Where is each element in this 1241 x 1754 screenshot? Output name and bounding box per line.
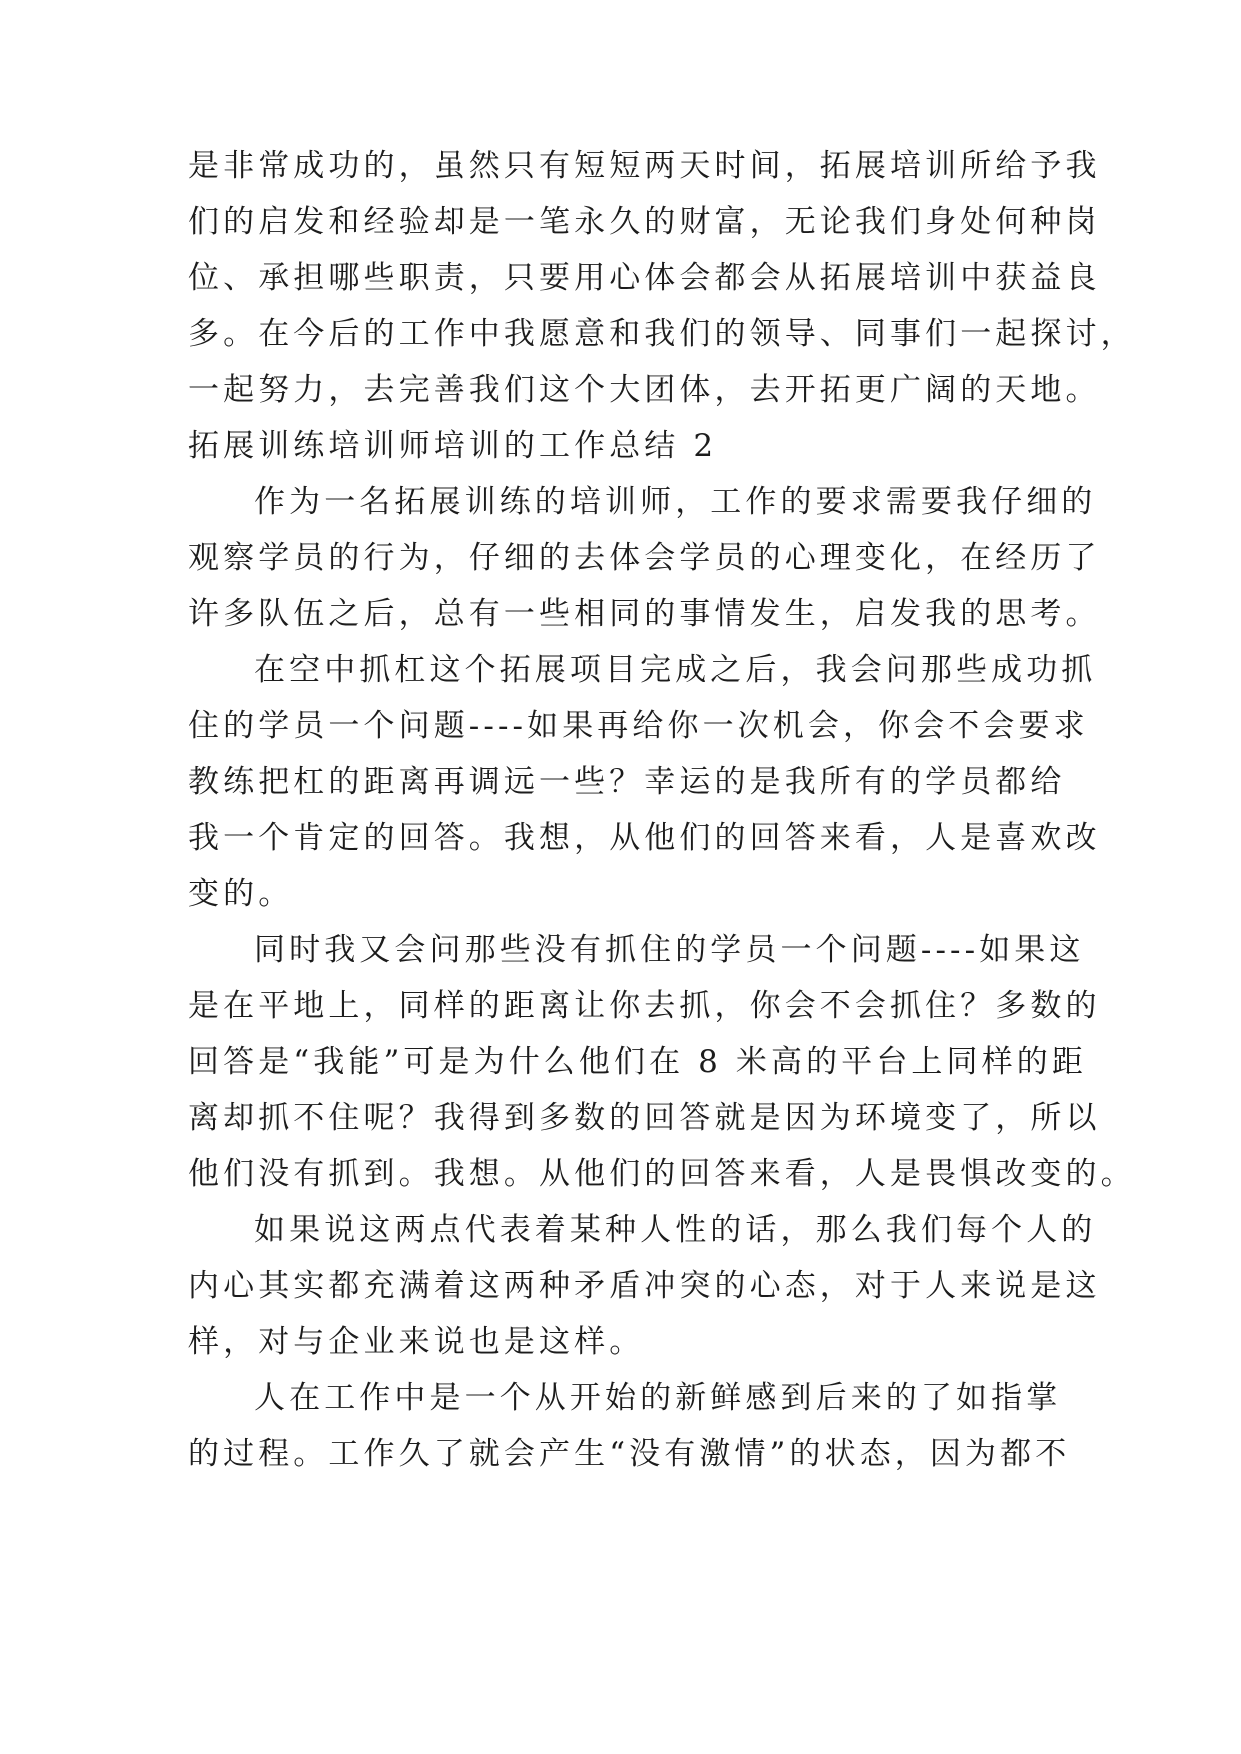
body-text-line: 在空中抓杠这个拓展项目完成之后，我会问那些成功抓: [254, 652, 1097, 688]
body-text-line: 同时我又会问那些没有抓住的学员一个问题----如果这: [254, 932, 1085, 968]
body-text-line: 一起努力，去完善我们这个大团体，去开拓更广阔的天地。: [188, 372, 1101, 408]
section-heading: 拓展训练培训师培训的工作总结 2: [188, 428, 718, 464]
body-text-line: 许多队伍之后，总有一些相同的事情发生，启发我的思考。: [188, 596, 1101, 632]
body-text-line: 作为一名拓展训练的培训师，工作的要求需要我仔细的: [254, 484, 1097, 520]
body-text-line: 教练把杠的距离再调远一些？幸运的是我所有的学员都给: [188, 764, 1066, 800]
body-text-line: 的过程。工作久了就会产生“没有激情”的状态，因为都不: [188, 1436, 1071, 1472]
body-text-line: 是非常成功的，虽然只有短短两天时间，拓展培训所给予我: [188, 148, 1101, 184]
body-text-line: 如果说这两点代表着某种人性的话，那么我们每个人的: [254, 1212, 1097, 1248]
body-text-line: 多。在今后的工作中我愿意和我们的领导、同事们一起探讨，: [188, 316, 1136, 352]
body-text-line: 离却抓不住呢？我得到多数的回答就是因为环境变了，所以: [188, 1100, 1101, 1136]
body-text-line: 我一个肯定的回答。我想，从他们的回答来看，人是喜欢改: [188, 820, 1101, 856]
body-text-line: 是在平地上，同样的距离让你去抓，你会不会抓住？多数的: [188, 988, 1101, 1024]
body-text-line: 观察学员的行为，仔细的去体会学员的心理变化，在经历了: [188, 540, 1101, 576]
body-text-line: 变的。: [188, 876, 294, 912]
body-text-line: 回答是“我能”可是为什么他们在 8 米高的平台上同样的距: [188, 1044, 1087, 1080]
body-text-line: 样，对与企业来说也是这样。: [188, 1324, 645, 1360]
body-text-line: 人在工作中是一个从开始的新鲜感到后来的了如指掌: [254, 1380, 1062, 1416]
body-text-line: 位、承担哪些职责，只要用心体会都会从拓展培训中获益良: [188, 260, 1101, 296]
body-text-line: 内心其实都充满着这两种矛盾冲突的心态，对于人来说是这: [188, 1268, 1101, 1304]
body-text-line: 住的学员一个问题----如果再给你一次机会，你会不会要求: [188, 708, 1089, 744]
body-text-line: 他们没有抓到。我想。从他们的回答来看，人是畏惧改变的。: [188, 1156, 1136, 1192]
body-text-line: 们的启发和经验却是一笔永久的财富，无论我们身处何种岗: [188, 204, 1101, 240]
